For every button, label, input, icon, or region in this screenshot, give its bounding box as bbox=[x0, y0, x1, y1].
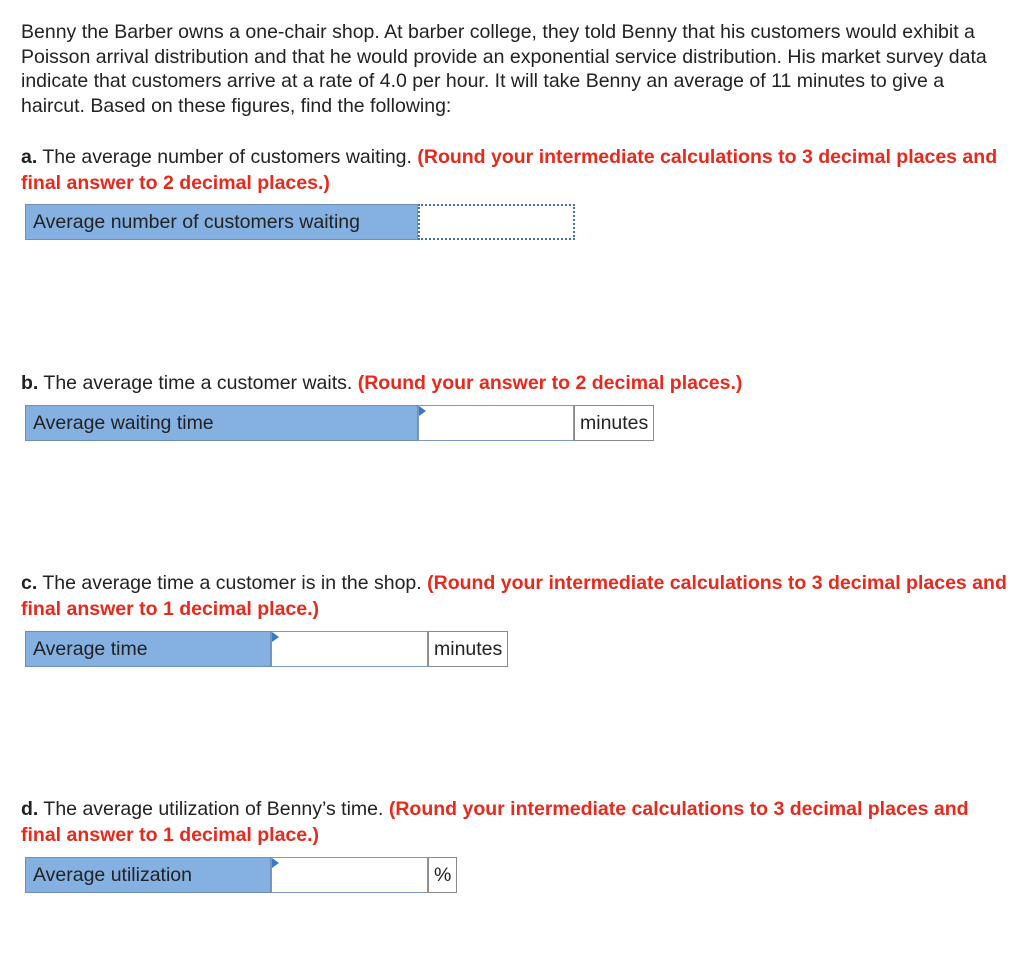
answer-row-d bbox=[25, 857, 457, 893]
problem-statement: Benny the Barber owns a one-chair shop. At barber college, they told Benny that his customers would exhibit a Poisson arrival distribution and that he would provide an exponential service distribution. His market survey data indicate that customers arrive at a rate of 4.0 per hour. It will take Benny an average of 11 minutes to give a haircut. Based on these figures, find the following: bbox=[21, 21, 987, 117]
unit-label-c: minutes bbox=[428, 631, 508, 667]
answer-input-a-wrapper[interactable] bbox=[418, 204, 575, 240]
answer-input-c-wrapper[interactable] bbox=[271, 631, 428, 667]
answer-row-c bbox=[25, 631, 508, 667]
question-d bbox=[21, 797, 1011, 848]
answer-input-b[interactable] bbox=[419, 406, 573, 440]
answer-label-d: Average utilization bbox=[25, 857, 271, 893]
answer-row-b bbox=[25, 405, 654, 441]
answer-label-c: Average time bbox=[25, 631, 271, 667]
answer-input-b-wrapper[interactable] bbox=[418, 405, 574, 441]
question-a-instruction: (Round your intermediate calculations to 3 decimal places and final answer to 2 decimal places.) bbox=[21, 146, 998, 194]
question-b bbox=[21, 371, 1011, 397]
question-b-text: The average time a customer waits. bbox=[43, 372, 353, 394]
question-b-letter: b. bbox=[21, 372, 39, 394]
question-c bbox=[21, 571, 1011, 622]
answer-input-c[interactable] bbox=[272, 632, 427, 666]
unit-label-d: % bbox=[428, 857, 457, 893]
answer-label-b: Average waiting time bbox=[25, 405, 418, 441]
question-c-letter: c. bbox=[21, 572, 38, 594]
input-marker-icon bbox=[419, 406, 426, 416]
unit-label-b: minutes bbox=[574, 405, 654, 441]
question-c-text: The average time a customer is in the shop. bbox=[42, 572, 422, 594]
answer-label-a: Average number of customers waiting bbox=[25, 204, 418, 240]
answer-input-d-wrapper[interactable] bbox=[271, 857, 428, 893]
question-a bbox=[21, 145, 1011, 196]
input-marker-icon bbox=[272, 858, 279, 868]
answer-input-d[interactable] bbox=[272, 858, 427, 892]
question-d-instruction: (Round your intermediate calculations to 3 decimal places and final answer to 1 decimal place.) bbox=[21, 798, 969, 846]
question-a-letter: a. bbox=[21, 146, 38, 168]
question-c-instruction: (Round your intermediate calculations to 3 decimal places and final answer to 1 decimal place.) bbox=[21, 572, 1007, 620]
question-a-text: The average number of customers waiting. bbox=[42, 146, 412, 168]
input-marker-icon bbox=[272, 632, 279, 642]
question-b-instruction: (Round your answer to 2 decimal places.) bbox=[357, 372, 743, 394]
question-d-text: The average utilization of Benny’s time. bbox=[43, 798, 384, 820]
answer-row-a bbox=[25, 204, 575, 240]
answer-input-a[interactable] bbox=[420, 206, 573, 238]
question-d-letter: d. bbox=[21, 798, 39, 820]
